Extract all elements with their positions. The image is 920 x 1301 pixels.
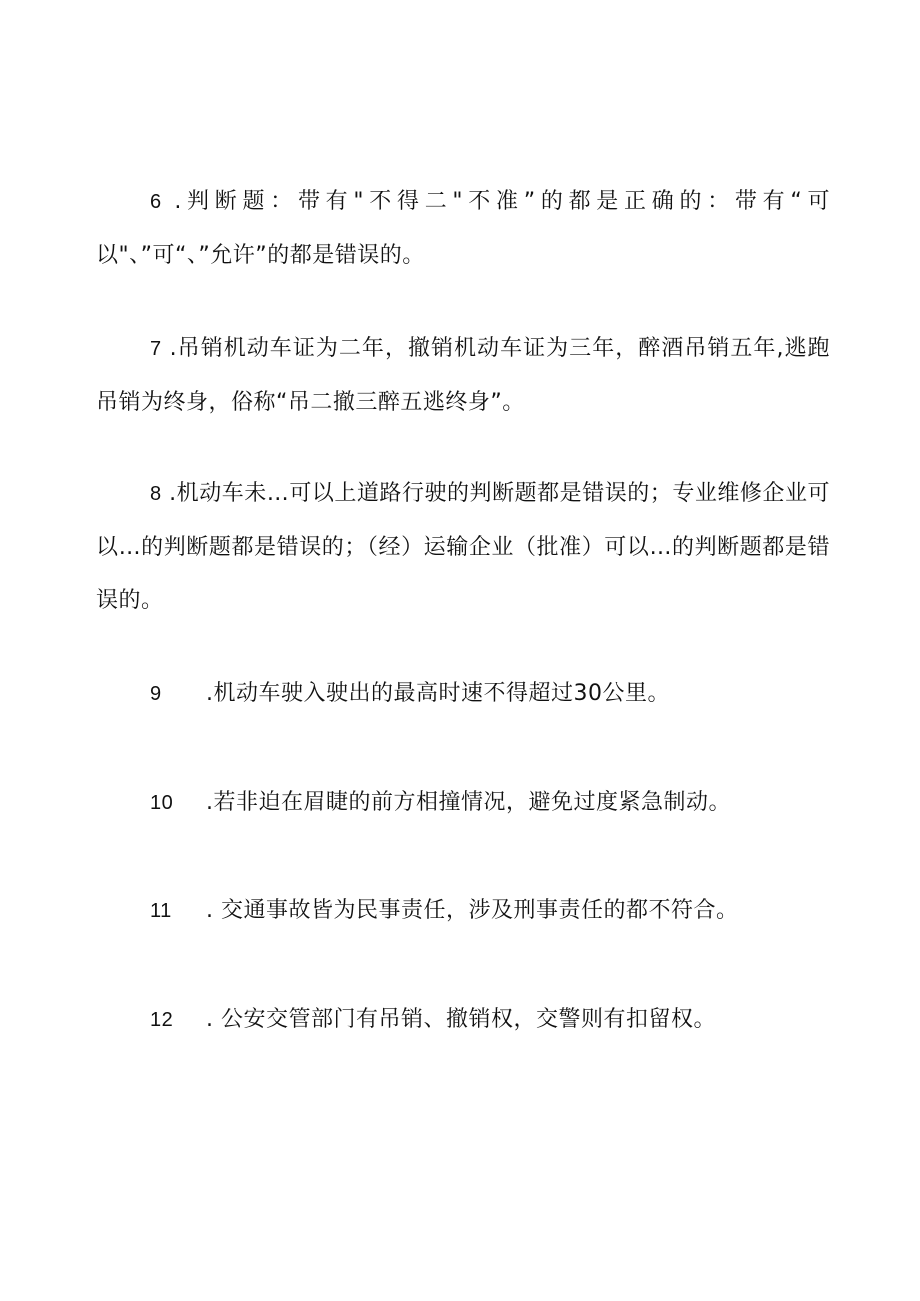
item-11 [96,884,830,938]
item-number: 12 [150,1009,174,1031]
item-number: 8 [150,483,162,505]
item-number: 10 [150,792,174,814]
item-number: 11 [150,900,172,922]
item-text: .吊销机动车证为二年，撤销机动车证为三年，醉酒吊销五年,逃跑吊销为终身，俗称“吊二撤三醉五逃终身”。 [96,336,830,415]
item-text: .机动车驶入驶出的最高时速不得超过30公里。 [206,681,670,706]
item-text: . 交通事故皆为民事责任，涉及刑事责任的都不符合。 [206,898,739,923]
item-text: .机动车未…可以上道路行驶的判断题都是错误的；专业维修企业可以…的判断题都是错误的；（经）运输企业（批准）可以…的判断题都是错误的。 [96,481,830,613]
item-text: .判断题：带有"不得二"不准”的都是正确的：带有“可以"、”可“、”允许”的都是错误的。 [96,189,830,268]
item-text: . 公安交管部门有吊销、撤销权，交警则有扣留权。 [206,1007,716,1032]
item-number: 9 [150,683,162,705]
item-6 [96,175,830,282]
item-number: 6 [150,191,162,213]
item-10 [96,776,830,830]
item-text: .若非迫在眉睫的前方相撞情况，避免过度紧急制动。 [206,790,731,815]
item-number: 7 [150,338,162,360]
item-7 [96,322,830,429]
item-9 [96,667,830,721]
item-12 [96,993,830,1047]
item-8 [96,467,830,627]
